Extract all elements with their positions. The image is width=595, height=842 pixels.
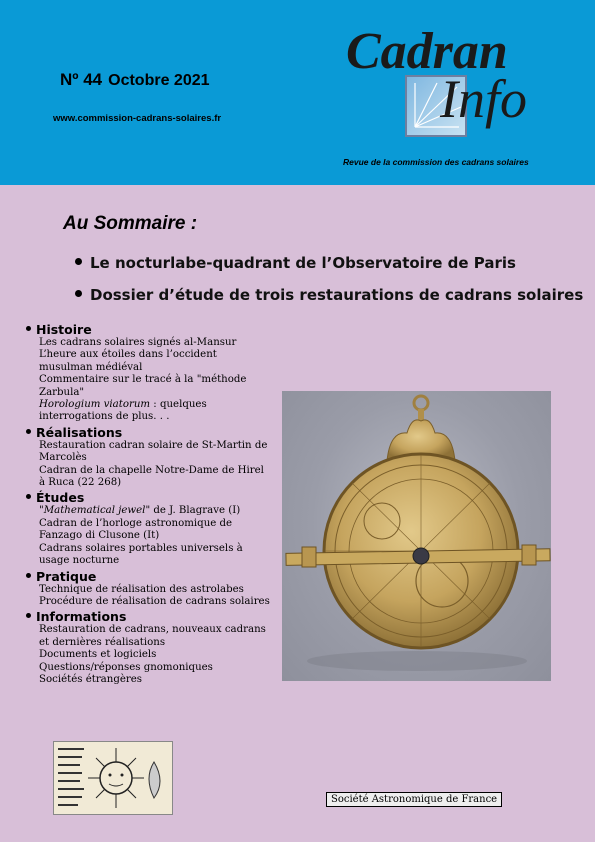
toc-section-title xyxy=(26,425,271,440)
toc-section-title xyxy=(26,490,271,505)
toc-item: Cadran de l’horloge astronomique de Fanzago di Clusone (It) xyxy=(39,517,233,542)
toc-section-title xyxy=(26,322,271,337)
sommaire-title: Au Sommaire : xyxy=(63,213,198,234)
toc-item: Cadrans solaires portables universels à usage nocturne xyxy=(39,542,243,567)
toc-section-title-text: Histoire xyxy=(36,322,92,337)
issue-number: Nº 44 xyxy=(60,70,103,89)
toc-section-histoire xyxy=(26,322,271,424)
toc-item: Commentaire sur le tracé à la "méthode Zarbula" xyxy=(39,374,247,398)
website-url[interactable]: www.commission-cadrans-solaires.fr xyxy=(53,113,222,124)
toc-section-realisations xyxy=(26,425,271,490)
toc-section-title xyxy=(26,609,271,624)
toc-item: Horologium viatorum : quelques interrogations de plus. . . xyxy=(39,399,207,423)
toc-item: L’heure aux étoiles dans l’occident musulman médiéval xyxy=(39,349,217,373)
headline-text: Dossier d’étude de trois restaurations de cadrans solaires xyxy=(90,286,584,304)
toc-section-title-text: Réalisations xyxy=(36,424,123,440)
toc-item: Cadran de la chapelle Notre-Dame de Hirel à Ruca (22 268) xyxy=(39,464,264,489)
logo-cadran: Cadran xyxy=(346,23,508,80)
toc-item: Restauration cadran solaire de St-Martin de Marcolès xyxy=(39,439,268,464)
toc-item: Restauration de cadrans, nouveaux cadrans et dernières réalisations xyxy=(39,624,266,648)
toc-item: Technique de réalisation des astrolabes xyxy=(39,583,244,595)
toc-section-informations xyxy=(26,609,271,686)
bullet-icon xyxy=(75,258,82,265)
toc-section-pratique xyxy=(26,569,271,609)
engraving-thumbnail xyxy=(53,741,173,815)
bullet-icon xyxy=(26,613,31,618)
bullet-icon xyxy=(75,290,82,297)
sun-face-icon xyxy=(54,742,172,814)
issue-info xyxy=(60,70,210,90)
toc-section-title-text: Études xyxy=(36,490,85,506)
bullet-icon xyxy=(26,573,31,578)
bullet-icon xyxy=(26,326,31,331)
bullet-icon xyxy=(26,429,31,434)
headline-2 xyxy=(75,286,583,304)
tagline: Revue de la commission des cadrans solaires xyxy=(343,157,529,167)
astrolabe-photo xyxy=(282,391,551,681)
astrolabe-illustration xyxy=(282,391,551,681)
bullet-icon xyxy=(26,494,31,499)
toc-item: Sociétés étrangères xyxy=(39,673,142,685)
toc-item: Documents et logiciels xyxy=(39,649,157,661)
toc-item: Procédure de réalisation de cadrans solaires xyxy=(39,595,270,607)
table-of-contents xyxy=(26,322,271,687)
toc-section-title-text: Pratique xyxy=(36,568,97,584)
toc-section-title xyxy=(26,569,271,584)
header-band xyxy=(0,0,595,185)
toc-section-title-text: Informations xyxy=(36,609,127,625)
headline-1 xyxy=(75,254,516,272)
toc-item: Questions/réponses gnomoniques xyxy=(39,661,213,673)
toc-item: "Mathematical jewel" de J. Blagrave (I) xyxy=(39,505,241,517)
issue-date: Octobre 2021 xyxy=(108,72,210,89)
publisher-label: Société Astronomique de France xyxy=(326,792,502,807)
toc-item: Les cadrans solaires signés al-Mansur xyxy=(39,337,237,348)
headline-text: Le nocturlabe-quadrant de l’Observatoire de Paris xyxy=(90,254,516,272)
toc-section-etudes xyxy=(26,490,271,567)
logo-info: Info xyxy=(440,69,527,129)
